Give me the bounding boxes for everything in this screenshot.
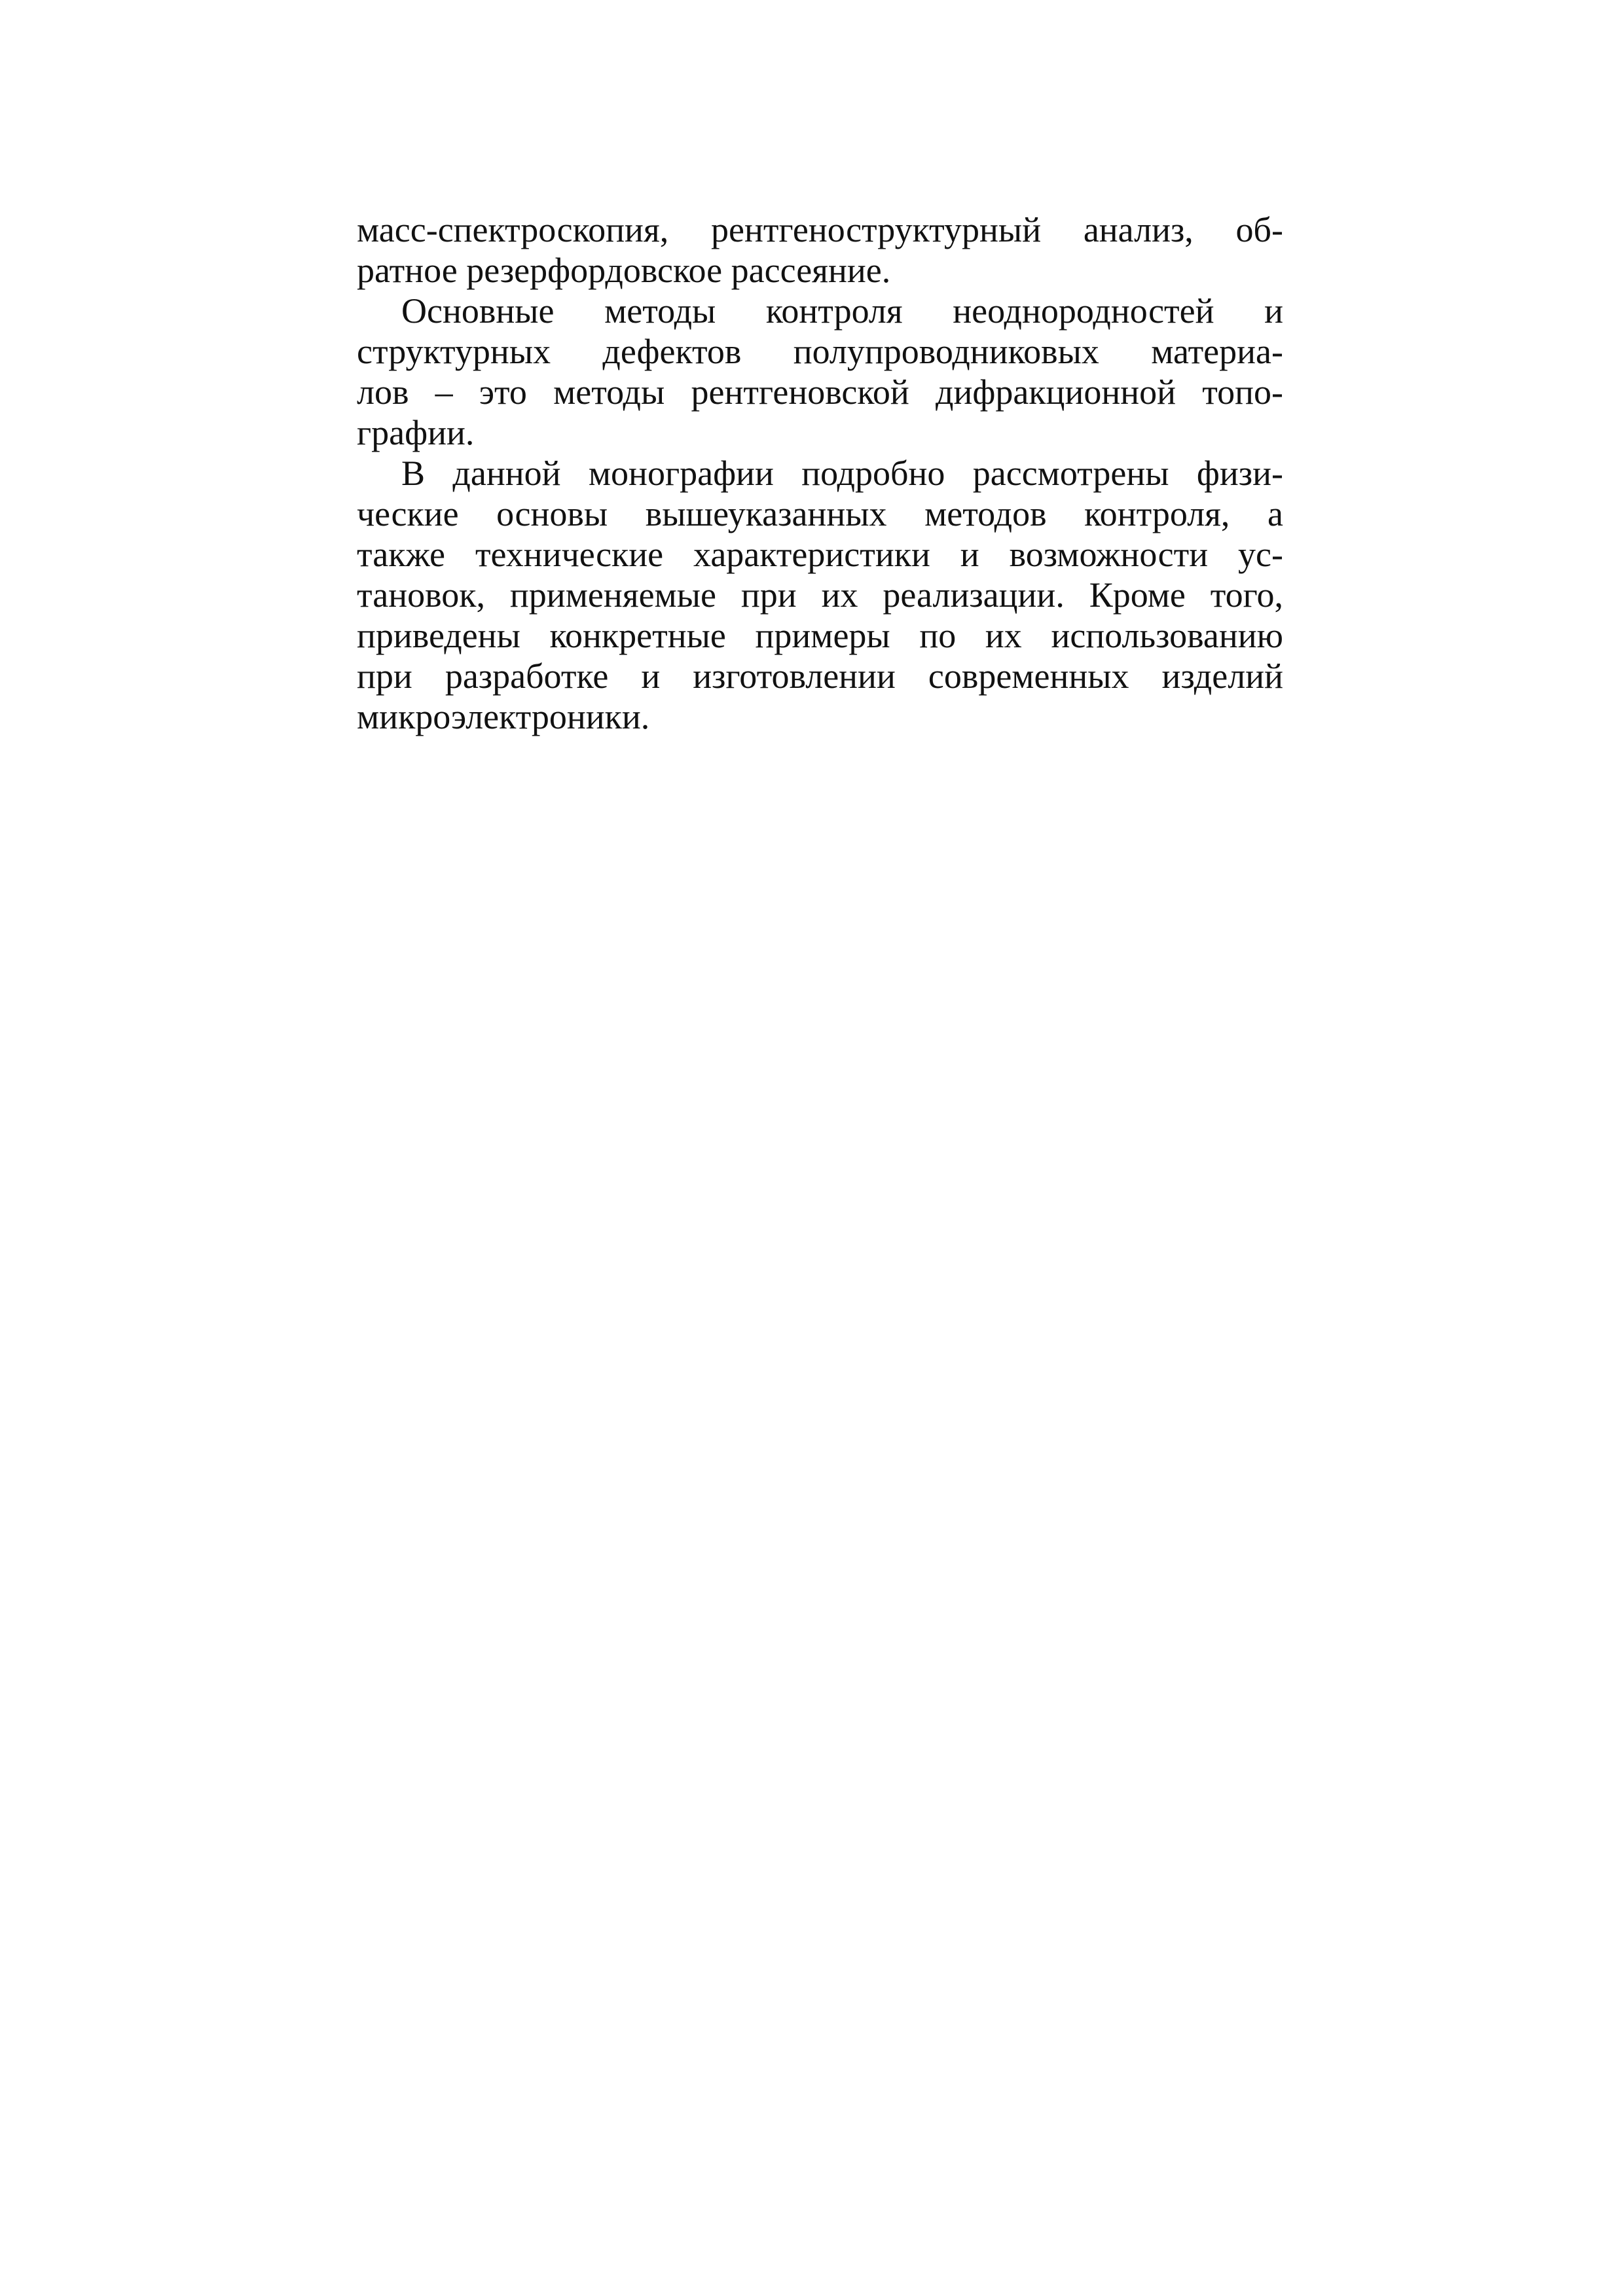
text-line: масс-спектроскопия, рентгеноструктурный анализ, об- [357,210,1283,249]
text-line: графии. [357,413,475,452]
paragraph [357,291,1283,453]
paragraph [357,209,1283,291]
text-line: лов – это методы рентгеновской дифракционной топо- [357,372,1283,412]
text-line: структурных дефектов полупроводниковых материа- [357,332,1283,371]
paragraph [357,453,1283,737]
text-line: микроэлектроники. [357,697,650,736]
text-line: при разработке и изготовлении современных изделий [357,656,1283,696]
body-text [357,209,1283,737]
text-line: приведены конкретные примеры по их использованию [357,616,1283,655]
text-line: также технические характеристики и возможности ус- [357,535,1283,574]
text-line: В данной монографии подробно рассмотрены физи- [401,454,1283,493]
text-line: ратное резерфордовское рассеяние. [357,251,891,290]
text-line: тановок, применяемые при их реализации. Кроме того, [357,575,1283,615]
text-line: Основные методы контроля неоднородностей и [401,291,1283,331]
text-line: ческие основы вышеуказанных методов контроля, а [357,494,1283,533]
